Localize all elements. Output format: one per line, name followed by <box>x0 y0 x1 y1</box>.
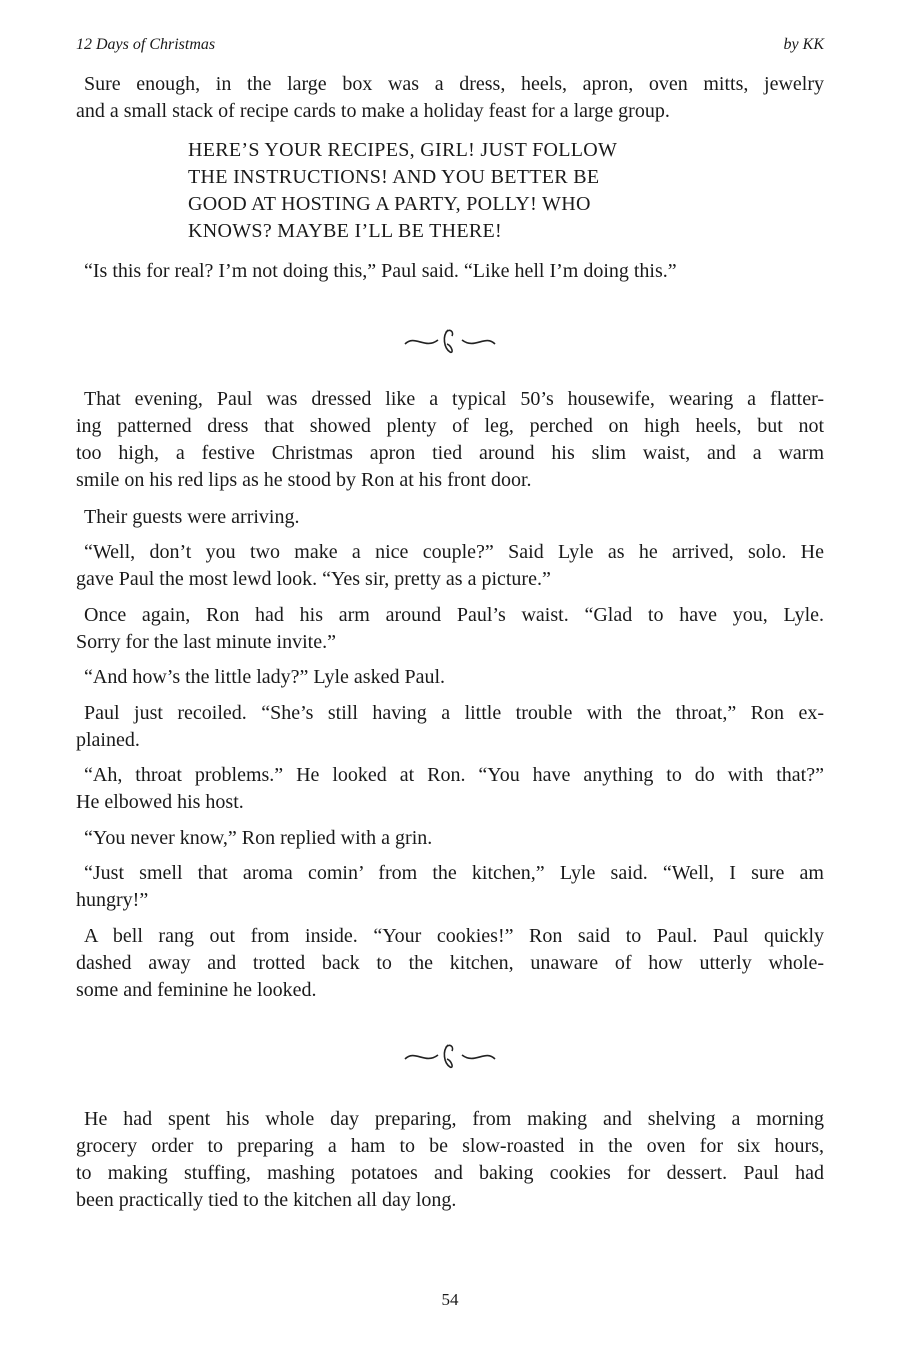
text-line: gave Paul the most lewd look. “Yes sir, pretty as a picture.” <box>76 568 551 590</box>
text-line: smile on his red lips as he stood by Ron at his front door. <box>76 469 532 491</box>
paragraph <box>76 504 824 531</box>
text-line: THE INSTRUCTIONS! AND YOU BETTER BE <box>188 166 600 188</box>
text-line: HERE’S YOUR RECIPES, GIRL! JUST FOLLOW <box>188 139 618 161</box>
text-line: KNOWS? MAYBE I’LL BE THERE! <box>188 220 502 242</box>
paragraph <box>76 386 824 494</box>
text-line: ing patterned dress that showed plenty of leg, perched on high heels, but not <box>76 415 824 437</box>
paragraph <box>76 664 824 691</box>
text-line: Their guests were arriving. <box>84 506 300 528</box>
paragraph <box>76 923 824 1004</box>
paragraph <box>76 700 824 754</box>
paragraph <box>76 1106 824 1214</box>
note-text <box>188 137 708 245</box>
paragraph <box>76 762 824 816</box>
text-line: “Ah, throat problems.” He looked at Ron. “You have anything to do with that?” <box>84 764 824 786</box>
text-line: dashed away and trotted back to the kitchen, unaware of how utterly whole- <box>76 952 824 974</box>
ornament-divider-icon <box>400 322 500 362</box>
paragraph <box>76 71 824 125</box>
text-line: too high, a festive Christmas apron tied around his slim waist, and a warm <box>76 442 824 464</box>
text-line: and a small stack of recipe cards to make a holiday feast for a large group. <box>76 100 670 122</box>
text-line: grocery order to preparing a ham to be slow-roasted in the oven for six hours, <box>76 1135 824 1157</box>
text-line: “Is this for real? I’m not doing this,” Paul said. “Like hell I’m doing this.” <box>84 260 677 282</box>
text-line: been practically tied to the kitchen all day long. <box>76 1189 457 1211</box>
paragraph <box>76 825 824 852</box>
text-line: “And how’s the little lady?” Lyle asked Paul. <box>84 666 446 688</box>
text-line: “Just smell that aroma comin’ from the kitchen,” Lyle said. “Well, I sure am <box>84 862 824 884</box>
running-header-author: by KK <box>783 36 824 53</box>
paragraph <box>76 258 824 285</box>
text-line: He elbowed his host. <box>76 791 244 813</box>
text-line: plained. <box>76 729 140 751</box>
text-line: He had spent his whole day preparing, from making and shelving a morning <box>84 1108 824 1130</box>
text-line: some and feminine he looked. <box>76 979 317 1001</box>
text-line: A bell rang out from inside. “Your cookies!” Ron said to Paul. Paul quickly <box>84 925 824 947</box>
text-line: Paul just recoiled. “She’s still having a little trouble with the throat,” Ron ex- <box>84 702 824 724</box>
page-number: 54 <box>441 1290 459 1309</box>
text-line: GOOD AT HOSTING A PARTY, POLLY! WHO <box>188 193 591 215</box>
paragraph <box>76 602 824 656</box>
text-line: “Well, don’t you two make a nice couple?” Said Lyle as he arrived, solo. He <box>84 541 824 563</box>
text-line: hungry!” <box>76 889 149 911</box>
ornament-divider-icon <box>400 1037 500 1077</box>
paragraph <box>76 539 824 593</box>
text-line: That evening, Paul was dressed like a typical 50’s housewife, wearing a flatter- <box>84 388 824 410</box>
text-line: Once again, Ron had his arm around Paul’s waist. “Glad to have you, Lyle. <box>84 604 824 626</box>
paragraph <box>76 860 824 914</box>
text-line: Sure enough, in the large box was a dress, heels, apron, oven mitts, jewelry <box>84 73 824 95</box>
text-line: to making stuffing, mashing potatoes and baking cookies for dessert. Paul had <box>76 1162 824 1184</box>
text-line: Sorry for the last minute invite.” <box>76 631 336 653</box>
text-line: “You never know,” Ron replied with a grin. <box>84 827 433 849</box>
running-header-title: 12 Days of Christmas <box>76 36 216 53</box>
